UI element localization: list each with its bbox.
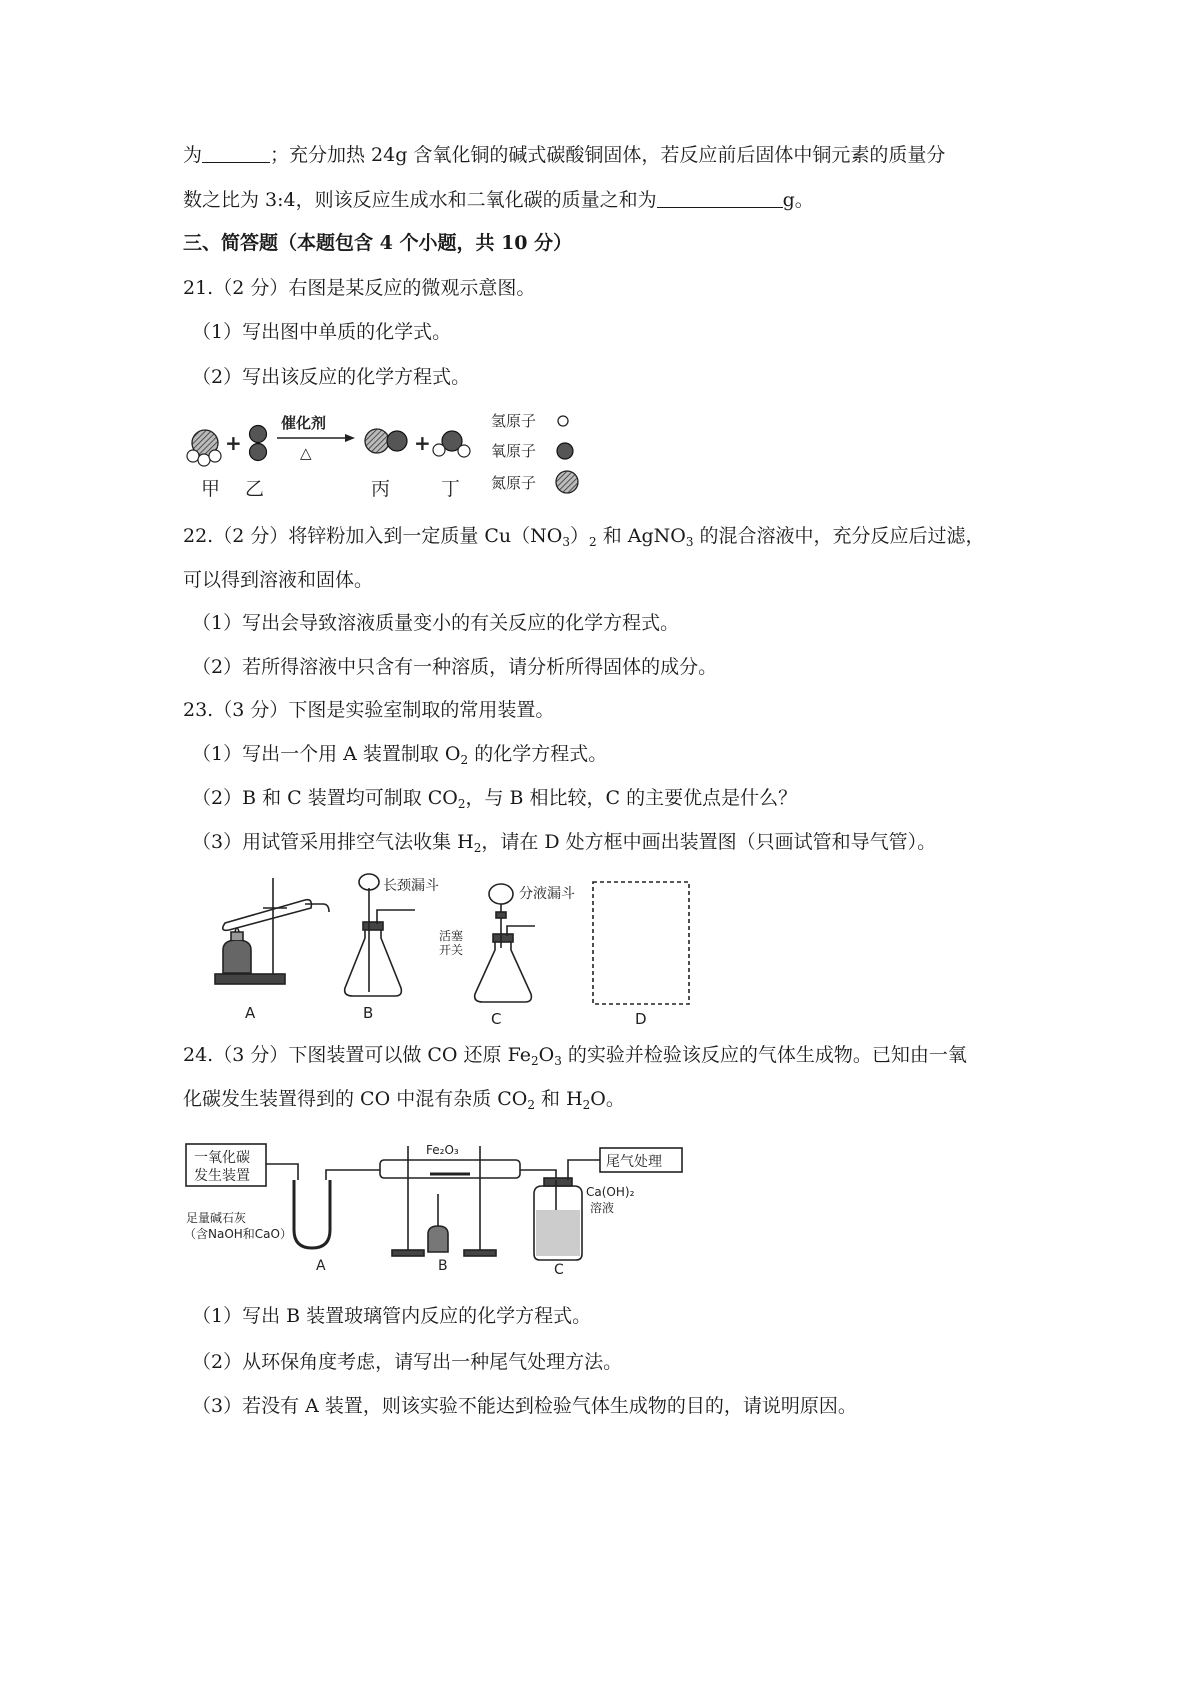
q21-micro-diagram (185, 400, 605, 505)
q23-text: （1）写出一个用 A 装置制取 O (192, 743, 461, 765)
alcohol-lamp (428, 1226, 448, 1252)
q23-text: （2）B 和 C 装置均可制取 CO (192, 787, 458, 809)
section-title: 三、简答题（本题包含 4 个小题，共 10 分） (183, 232, 573, 254)
q23-part-2 (192, 785, 797, 811)
q22-part-1: （1）写出会导致溶液质量变小的有关反应的化学方程式。 (192, 612, 680, 634)
q20-text: 为 (183, 144, 203, 166)
label-b: B (363, 1004, 374, 1022)
label-d: D (635, 1010, 647, 1028)
q22-text: 和 AgNO (596, 525, 686, 547)
switch-label: 开关 (439, 943, 464, 957)
long-funnel-label: 长颈漏斗 (383, 878, 439, 894)
label-jia: 甲 (201, 478, 221, 500)
label-b: B (438, 1258, 448, 1274)
q24-apparatus-diagram (180, 1130, 690, 1280)
q23-apparatus-diagram (205, 868, 765, 1028)
q24-text: 24.（3 分）下图装置可以做 CO 还原 Fe (183, 1044, 531, 1066)
q22-text: ） (570, 525, 590, 547)
subscript: 2 (589, 535, 597, 549)
q24-part-1: （1）写出 B 装置玻璃管内反应的化学方程式。 (192, 1305, 592, 1327)
legend-oxygen: 氧原子 (491, 442, 537, 460)
subscript: 3 (554, 1054, 562, 1068)
q22-text: 22.（2 分）将锌粉加入到一定质量 Cu（NO (183, 525, 563, 547)
legend-oxygen-icon (557, 443, 573, 459)
label-a: A (245, 1004, 256, 1022)
plus-sign: + (414, 431, 431, 455)
soda-lime-label: 足量碱石灰 (186, 1211, 247, 1225)
catalyst-label: 催化剂 (281, 414, 327, 432)
gas-tube (266, 1164, 298, 1180)
apparatus-a (215, 878, 329, 984)
q23-part-3 (192, 829, 936, 855)
fe2o3-label: Fe₂O₃ (426, 1143, 459, 1157)
q24-text: 和 H (535, 1088, 583, 1110)
q24-text: O (538, 1044, 555, 1066)
q20-text: 数之比为 3:4，则该反应生成水和二氧化碳的质量之和为 (183, 189, 657, 211)
separatory-funnel-label: 分液漏斗 (519, 886, 575, 902)
q23-text: ，与 B 相比较，C 的主要优点是什么？ (465, 787, 798, 809)
subscript: 2 (582, 1098, 591, 1112)
subscript: 3 (685, 535, 694, 549)
heat-symbol: △ (300, 444, 312, 462)
molecule-yi (250, 426, 267, 461)
answer-blank[interactable] (202, 144, 270, 163)
legend-hydrogen-icon (558, 416, 568, 426)
answer-blank[interactable] (657, 189, 783, 208)
subscript: 2 (530, 1054, 539, 1068)
plus-sign: + (225, 431, 242, 455)
q22-stem-2: 可以得到溶液和固体。 (183, 569, 374, 591)
subscript: 2 (460, 753, 469, 767)
label-yi: 乙 (245, 478, 265, 500)
subscript: 2 (457, 797, 466, 811)
q23-text: ，请在 D 处方框中画出装置图（只画试管和导气管）。 (481, 831, 937, 853)
subscript: 3 (562, 535, 571, 549)
label-c: C (491, 1010, 502, 1028)
q24-stem (183, 1042, 967, 1068)
q23-part-1 (192, 741, 607, 767)
label-c: C (554, 1262, 564, 1278)
molecule-jia (187, 430, 221, 466)
q23-stem: 23.（3 分）下图是实验室制取的常用装置。 (183, 699, 555, 721)
tail-gas-label: 尾气处理 (606, 1154, 662, 1170)
co-generator-label-2: 发生装置 (194, 1168, 250, 1184)
q21-stem: 21.（2 分）右图是某反应的微观示意图。 (183, 277, 536, 299)
q23-text: 的化学方程式。 (468, 743, 608, 765)
q20-line-1 (183, 142, 945, 168)
label-a: A (316, 1258, 326, 1274)
label-ding: 丁 (441, 478, 461, 500)
q24-text: O。 (590, 1088, 625, 1110)
solution-label: 溶液 (590, 1201, 615, 1215)
arrow-head (345, 434, 355, 442)
q22-text: 的混合溶液中，充分反应后过滤， (693, 525, 985, 547)
drawing-box-d[interactable] (593, 882, 689, 1004)
stopcock-label: 活塞 (439, 929, 464, 943)
molecule-bing (365, 429, 407, 453)
caoh2-label: Ca(OH)₂ (586, 1185, 635, 1199)
q24-part-3: （3）若没有 A 装置，则该实验不能达到检验气体生成物的目的，请说明原因。 (192, 1395, 857, 1417)
u-tube-a (294, 1180, 330, 1248)
co-generator-label-1: 一氧化碳 (194, 1150, 250, 1166)
q20-text: g。 (782, 189, 814, 211)
legend-nitrogen: 氮原子 (491, 474, 537, 492)
legend-hydrogen: 氢原子 (491, 412, 537, 430)
q23-text: （3）用试管采用排空气法收集 H (192, 831, 474, 853)
subscript: 2 (527, 1098, 535, 1112)
subscript: 2 (473, 841, 482, 855)
q20-line-2 (183, 187, 814, 213)
q24-stem-2 (183, 1086, 625, 1112)
q24-text: 化碳发生装置得到的 CO 中混有杂质 CO (183, 1088, 528, 1110)
q22-part-2: （2）若所得溶液中只含有一种溶质，请分析所得固体的成分。 (192, 656, 718, 678)
label-bing: 丙 (371, 478, 391, 500)
q21-part-2: （2）写出该反应的化学方程式。 (192, 366, 471, 388)
q20-text: ；充分加热 24g 含氧化铜的碱式碳酸铜固体，若反应前后固体中铜元素的质量分 (270, 144, 946, 166)
soda-lime-composition: （含NaOH和CaO） (184, 1227, 292, 1241)
molecule-ding (433, 431, 470, 457)
legend-nitrogen-icon (556, 471, 578, 493)
q24-part-2: （2）从环保角度考虑，请写出一种尾气处理方法。 (192, 1351, 623, 1373)
solution-fill (536, 1210, 580, 1256)
q24-text: 的实验并检验该反应的气体生成物。已知由一氧 (561, 1044, 967, 1066)
q22-stem (183, 523, 985, 549)
q21-part-1: （1）写出图中单质的化学式。 (192, 321, 452, 343)
